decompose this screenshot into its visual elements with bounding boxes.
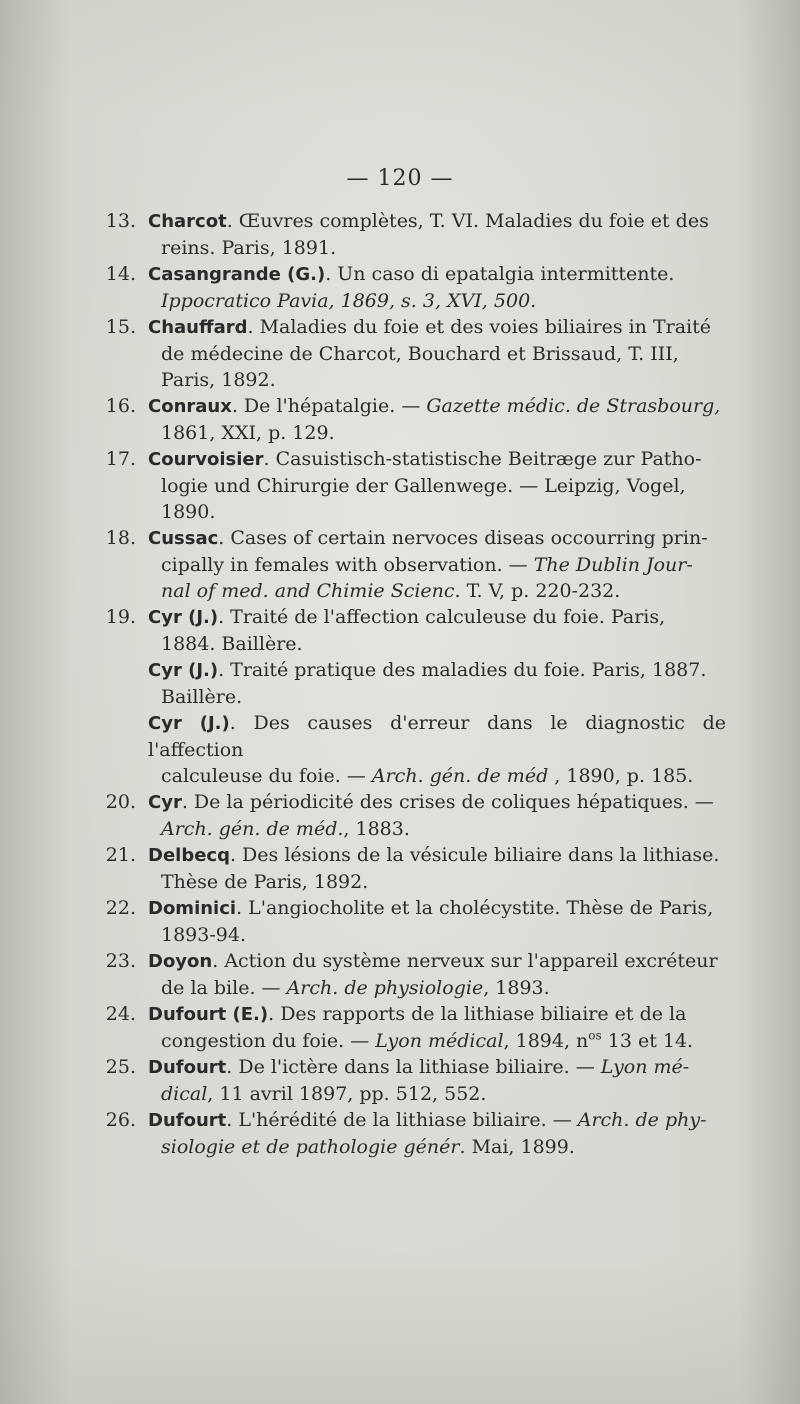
- entry-number: 20.: [105, 791, 136, 813]
- journal-title: dical: [161, 1083, 208, 1105]
- entry-text: . Des causes d'erreur dans le diagnostic de l'affection: [148, 712, 726, 761]
- entry-line: Paris, 1892.: [161, 369, 276, 391]
- entry-line: Thèse de Paris, 1892.: [161, 871, 369, 893]
- entry-number: 15.: [105, 316, 136, 338]
- entry-text: . L'angiocholite et la cholécystite. Thèse de Paris,: [236, 897, 714, 919]
- entry-author: Cyr: [148, 792, 182, 813]
- entry-line: [148, 314, 726, 341]
- entry-author: Delbecq: [148, 845, 230, 866]
- entry-text: . Traité de l'affection calculeuse du foie. Paris,: [218, 606, 666, 628]
- entry-line: [148, 1054, 726, 1081]
- entry-text: . De l'hépatalgie. —: [231, 395, 427, 417]
- bibliography-entry-17: [96, 446, 726, 525]
- journal-title: Lyon médical: [375, 1030, 504, 1052]
- entry-text: 13 et 14.: [601, 1030, 694, 1052]
- entry-author: Cussac: [148, 528, 219, 549]
- entry-text: . L'hérédité de la lithiase biliaire. —: [226, 1109, 578, 1131]
- entry-line: [148, 525, 726, 552]
- entry-number: 22.: [105, 897, 136, 919]
- entry-line: Baillère.: [161, 686, 243, 708]
- entry-author: Cyr (J.): [148, 607, 219, 628]
- entry-number: 23.: [105, 950, 136, 972]
- journal-title: Arch. gén. de méd.: [161, 818, 344, 840]
- bibliography-entry-14: [96, 261, 726, 314]
- entry-author: Dufourt (E.): [148, 1004, 269, 1025]
- entry-number: 21.: [105, 844, 136, 866]
- entry-line: [148, 1081, 726, 1107]
- entry-line: 1893-94.: [161, 924, 246, 946]
- entry-text: . Œuvres complètes, T. VI. Maladies du foie et des: [226, 210, 709, 232]
- bibliography-entry-16: [96, 393, 726, 446]
- bibliography-entry-15: [96, 314, 726, 393]
- journal-title: Lyon mé-: [600, 1056, 690, 1078]
- bibliography-entry-19: [96, 604, 726, 657]
- entry-author: Courvoisier: [148, 449, 264, 470]
- entry-line: 1861, XXI, p. 129.: [161, 422, 335, 444]
- entry-text: . De l'ictère dans la lithiase biliaire. —: [226, 1056, 601, 1078]
- superscript: os: [588, 1028, 602, 1043]
- entry-author: Conraux: [148, 396, 232, 417]
- entry-text: . Maladies du foie et des voies biliaires in Traité: [247, 316, 711, 338]
- journal-title: Arch. gén. de méd: [371, 765, 549, 787]
- entry-line: [148, 393, 726, 420]
- entry-line: [148, 604, 726, 631]
- entry-line: [148, 789, 726, 816]
- entry-line: [148, 842, 726, 869]
- entry-number: 18.: [105, 527, 136, 549]
- bibliography-entry-24: [96, 1001, 726, 1054]
- entry-text: , 1883.: [343, 818, 410, 840]
- entry-number: 16.: [105, 395, 136, 417]
- entry-line: 1890.: [161, 501, 216, 523]
- entry-line: Ippocratico Pavia, 1869, s. 3, XVI, 500.: [161, 290, 537, 312]
- entry-text: , 1890, p. 185.: [548, 765, 694, 787]
- entry-line: [148, 578, 726, 604]
- entry-text: . Casuistisch-statistische Beitræge zur Patho-: [263, 448, 702, 470]
- bibliography-entry-18: [96, 525, 726, 604]
- entry-text: calculeuse du foie. —: [161, 765, 372, 787]
- entry-line: [148, 816, 726, 842]
- entry-text: . Un caso di epatalgia intermittente.: [325, 263, 675, 285]
- bibliography-entry-21: [96, 842, 726, 895]
- bibliography-entry-13: [96, 208, 726, 261]
- entry-text: . Des rapports de la lithiase biliaire et de la: [268, 1003, 687, 1025]
- entry-line: [148, 895, 726, 922]
- entry-author: Doyon: [148, 951, 213, 972]
- entry-author: Cyr (J.): [148, 660, 219, 681]
- bibliography-entry-22: [96, 895, 726, 948]
- entry-number: 17.: [105, 448, 136, 470]
- entry-author: Charcot: [148, 211, 227, 232]
- entry-line: [148, 208, 726, 235]
- bibliography-entry-20: [96, 789, 726, 842]
- entry-number: 25.: [105, 1056, 136, 1078]
- entry-text: congestion du foie. —: [161, 1030, 376, 1052]
- bibliography-entry-26: [96, 1107, 726, 1160]
- entry-line: [148, 446, 726, 473]
- entry-author: Chauffard: [148, 317, 248, 338]
- entry-text: . De la périodicité des crises de coliques hépatiques. —: [181, 791, 714, 813]
- entry-line: de médecine de Charcot, Bouchard et Brissaud, T. III,: [161, 343, 679, 365]
- entry-text: , 11 avril 1897, pp. 512, 552.: [207, 1083, 487, 1105]
- entry-text: . Traité pratique des maladies du foie. Paris, 1887.: [218, 659, 707, 681]
- entry-author: Dufourt: [148, 1057, 227, 1078]
- entry-text: . Des lésions de la vésicule biliaire dans la lithiase.: [229, 844, 720, 866]
- entry-number: 26.: [105, 1109, 136, 1131]
- journal-title: siologie et de pathologie génér: [161, 1136, 460, 1158]
- entry-text: , 1893.: [483, 977, 550, 999]
- entry-line: [148, 552, 726, 578]
- journal-title: The Dublin Jour-: [533, 554, 693, 576]
- entry-number: 24.: [105, 1003, 136, 1025]
- bibliography-entry-23: [96, 948, 726, 1001]
- entry-number: 13.: [105, 210, 136, 232]
- bibliography-entry-19c: [96, 710, 726, 789]
- entry-line: [148, 948, 726, 975]
- entry-line: 1884. Baillère.: [161, 633, 303, 655]
- entry-number: 14.: [105, 263, 136, 285]
- journal-title: nal of med. and Chimie Scienc.: [161, 580, 461, 602]
- entry-line: [148, 975, 726, 1001]
- entry-author: Dufourt: [148, 1110, 227, 1131]
- journal-title: Arch. de phy-: [577, 1109, 707, 1131]
- entry-line: [148, 710, 726, 763]
- page-number: — 120 —: [346, 166, 454, 191]
- entry-line: [148, 261, 726, 288]
- entry-text: . Mai, 1899.: [459, 1136, 575, 1158]
- entry-line: [148, 1134, 726, 1160]
- entry-author: Cyr (J.): [148, 713, 230, 734]
- entry-line: [148, 763, 726, 789]
- entry-text: , 1894, n: [503, 1030, 589, 1052]
- entry-author: Dominici: [148, 898, 237, 919]
- journal-title: Arch. de physiologie: [286, 977, 484, 999]
- entry-line: [148, 657, 726, 684]
- entry-number: 19.: [105, 606, 136, 628]
- entry-line: [148, 1028, 726, 1054]
- entry-text: . Cases of certain nervoces diseas occourring prin-: [218, 527, 708, 549]
- entry-line: [148, 1107, 726, 1134]
- bibliography-entry-25: [96, 1054, 726, 1107]
- entry-line: reins. Paris, 1891.: [161, 237, 337, 259]
- entry-text: de la bile. —: [161, 977, 287, 999]
- entry-line: [148, 1001, 726, 1028]
- entry-author: Casangrande (G.): [148, 264, 326, 285]
- entry-text: T. V, p. 220-232.: [460, 580, 621, 602]
- journal-title: Gazette médic. de Strasbourg,: [426, 395, 721, 417]
- bibliography-list: [96, 208, 726, 1160]
- entry-text: cipally in females with observation. —: [161, 554, 534, 576]
- entry-line: logie und Chirurgie der Gallenwege. — Leipzig, Vogel,: [161, 475, 686, 497]
- bibliography-entry-19b: [96, 657, 726, 710]
- entry-text: . Action du système nerveux sur l'appareil excréteur: [212, 950, 718, 972]
